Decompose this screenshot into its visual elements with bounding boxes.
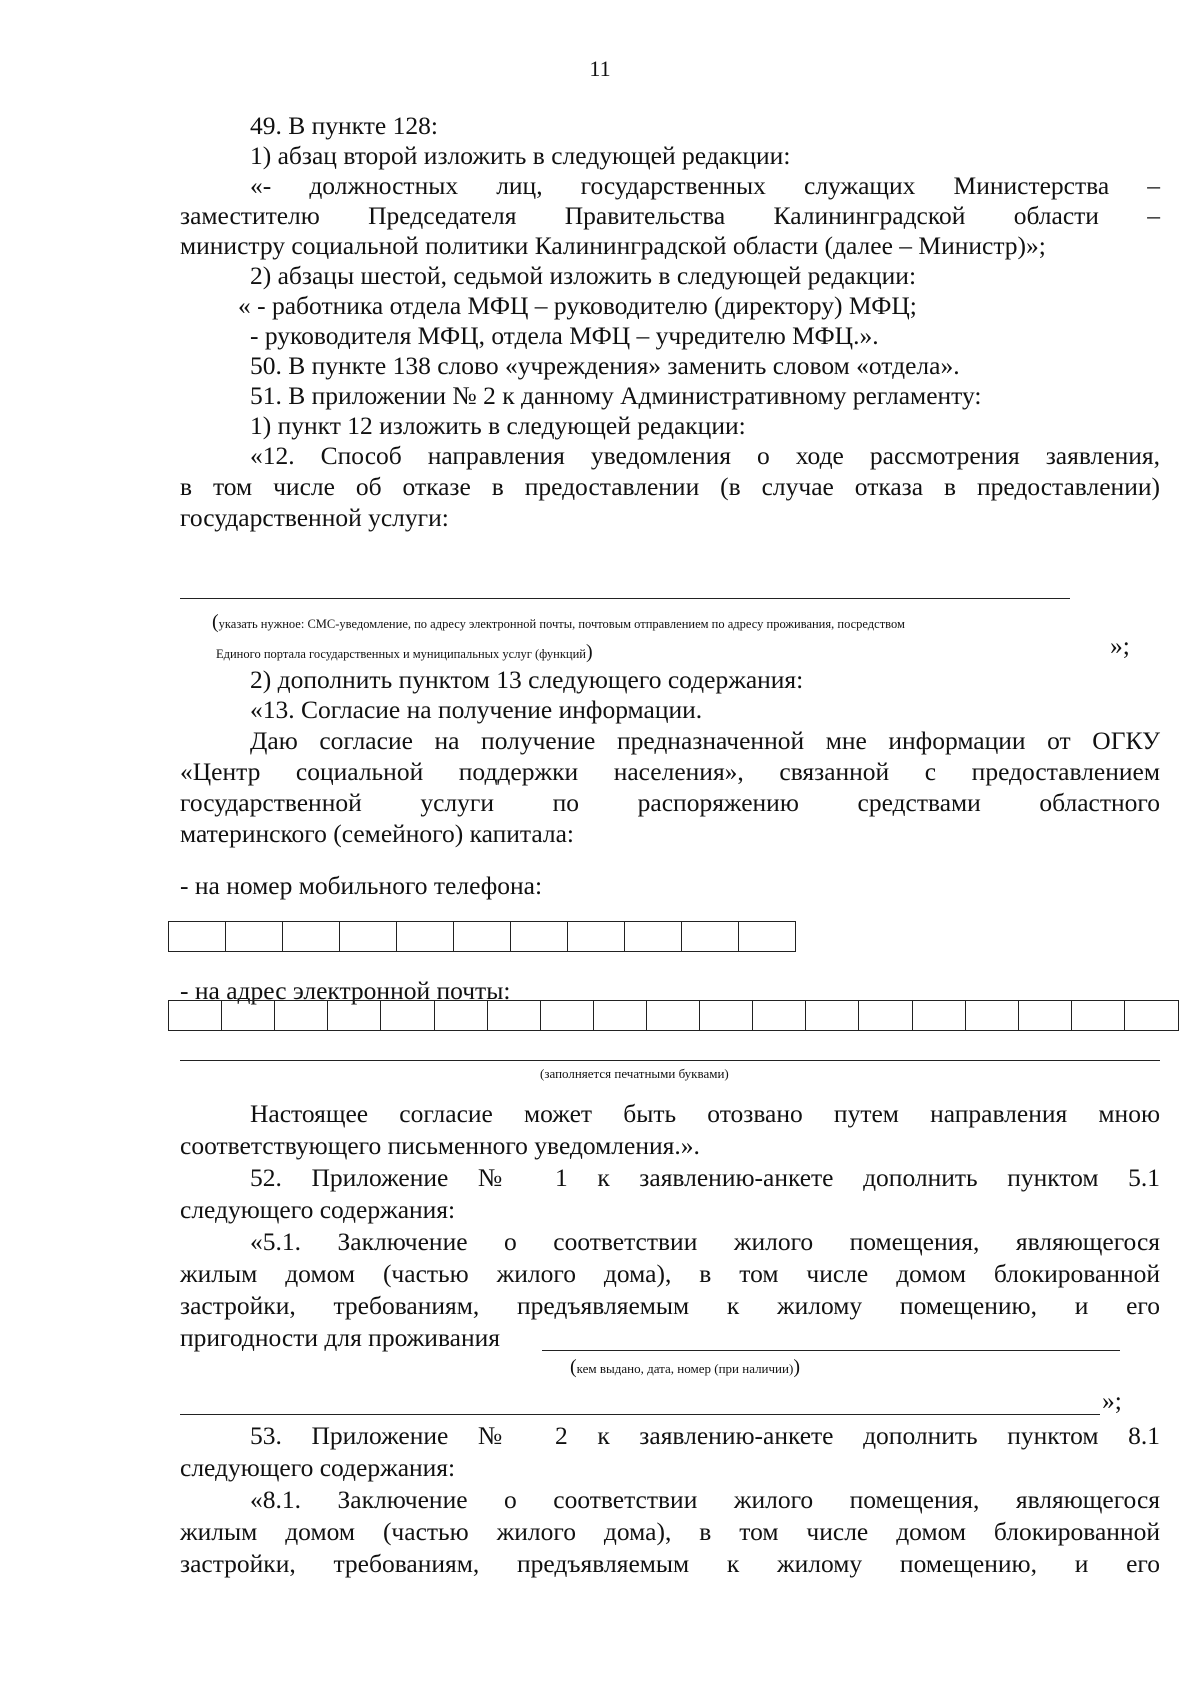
item-53-line-1: 53. Приложение № 2 к заявлению-анкете дополнить пунктом 8.1	[250, 1421, 1160, 1450]
point-8-1-line-2: жилым домом (частью жилого дома), в том числе домом блокированной	[180, 1517, 1160, 1546]
email-char-box[interactable]	[435, 1001, 488, 1030]
email-char-box[interactable]	[541, 1001, 594, 1030]
item-52-line-1: 52. Приложение № 1 к заявлению-анкете дополнить пунктом 5.1	[250, 1163, 1160, 1192]
email-char-box[interactable]	[488, 1001, 541, 1030]
email-char-box[interactable]	[1125, 1001, 1178, 1030]
subitem-1b: 1) пункт 12 изложить в следующей редакции:	[250, 411, 746, 440]
hint-block-letters: (заполняется печатными буквами)	[540, 1066, 729, 1081]
email-char-box[interactable]	[1019, 1001, 1072, 1030]
phone-prefix-cell	[169, 922, 226, 951]
phone-digit-box[interactable]	[682, 922, 739, 951]
email-char-box[interactable]	[594, 1001, 647, 1030]
email-char-box[interactable]	[328, 1001, 381, 1030]
point-13-title: «13. Согласие на получение информации.	[250, 695, 703, 724]
email-char-box[interactable]	[700, 1001, 753, 1030]
item-50: 50. В пункте 138 слово «учреждения» заменить словом «отдела».	[250, 351, 960, 380]
revoke-line-1: Настоящее согласие может быть отозвано путем направления мною	[250, 1099, 1160, 1128]
email-char-box[interactable]	[222, 1001, 275, 1030]
fill-line-email	[180, 1060, 1160, 1061]
item-52-line-2: следующего содержания:	[180, 1195, 456, 1224]
point-8-1-line-1: «8.1. Заключение о соответствии жилого помещения, являющегося	[250, 1485, 1160, 1514]
item-53-line-2: следующего содержания:	[180, 1453, 456, 1482]
email-char-box[interactable]	[1072, 1001, 1125, 1030]
point-5-1-line-4: пригодности для проживания	[180, 1323, 500, 1352]
phone-digit-box[interactable]	[283, 922, 340, 951]
email-char-box[interactable]	[966, 1001, 1019, 1030]
email-char-box[interactable]	[381, 1001, 434, 1030]
phone-digit-box[interactable]	[511, 922, 568, 951]
consent-line-2: «Центр социальной поддержки населения», связанной с предоставлением	[180, 757, 1160, 786]
email-char-box[interactable]	[806, 1001, 859, 1030]
fill-line-method	[180, 598, 1070, 599]
point-12-line-1: «12. Способ направления уведомления о ходе рассмотрения заявления,	[250, 441, 1160, 470]
consent-line-3: государственной услуги по распоряжению средствами областного	[180, 788, 1160, 817]
consent-line-1: Даю согласие на получение предназначенной мне информации от ОГКУ	[250, 726, 1160, 755]
email-char-box[interactable]	[859, 1001, 912, 1030]
phone-label: - на номер мобильного телефона:	[180, 871, 543, 900]
quote-close-2: »;	[1102, 1386, 1122, 1415]
email-boxes[interactable]	[168, 1000, 1179, 1031]
hint-issuer: (кем выдано, дата, номер (при наличии))	[570, 1356, 800, 1378]
point-12-line-2: в том числе об отказе в предоставлении (в случае отказа в предоставлении)	[180, 472, 1160, 501]
phone-digit-box[interactable]	[226, 922, 283, 951]
phone-digit-box[interactable]	[568, 922, 625, 951]
point-8-1-line-3: застройки, требованиям, предъявляемым к жилому помещению, и его	[180, 1549, 1160, 1578]
subitem-2: 2) абзацы шестой, седьмой изложить в следующей редакции:	[250, 261, 917, 290]
subitem-2b: 2) дополнить пунктом 13 следующего содержания:	[250, 665, 804, 694]
quote-close-1: »;	[1110, 631, 1130, 660]
hint-method-line-2: Единого портала государственных и муниципальных услуг (функций)	[216, 641, 593, 663]
quote-line-2: заместителю Председателя Правительства Калининградской области –	[180, 201, 1160, 230]
quote-line-1: «- должностных лиц, государственных служащих Министерства –	[250, 171, 1160, 200]
fill-line-issuer-2	[180, 1414, 1100, 1415]
email-char-box[interactable]	[647, 1001, 700, 1030]
phone-digit-box[interactable]	[739, 922, 795, 951]
point-5-1-line-1: «5.1. Заключение о соответствии жилого помещения, являющегося	[250, 1227, 1160, 1256]
phone-digit-box[interactable]	[454, 922, 511, 951]
email-label: - на адрес электронной почты:	[180, 976, 511, 1005]
email-char-box[interactable]	[913, 1001, 966, 1030]
phone-digit-box[interactable]	[340, 922, 397, 951]
email-char-box[interactable]	[169, 1001, 222, 1030]
fill-line-issuer	[542, 1350, 1120, 1351]
point-5-1-line-2: жилым домом (частью жилого дома), в том числе домом блокированной	[180, 1259, 1160, 1288]
revoke-line-2: соответствующего письменного уведомления.».	[180, 1131, 700, 1160]
phone-boxes[interactable]	[168, 921, 796, 952]
point-12-line-3: государственной услуги:	[180, 503, 449, 532]
quote-line-5: - руководителя МФЦ, отдела МФЦ – учредителю МФЦ.».	[250, 321, 879, 350]
email-char-box[interactable]	[275, 1001, 328, 1030]
item-51: 51. В приложении № 2 к данному Административному регламенту:	[250, 381, 982, 410]
page-number: 11	[589, 56, 611, 81]
item-49: 49. В пункте 128:	[250, 111, 438, 140]
quote-line-3: министру социальной политики Калининградской области (далее – Министр)»;	[180, 231, 1046, 260]
email-char-box[interactable]	[753, 1001, 806, 1030]
phone-digit-box[interactable]	[625, 922, 682, 951]
consent-line-4: материнского (семейного) капитала:	[180, 819, 575, 848]
subitem-1: 1) абзац второй изложить в следующей редакции:	[250, 141, 791, 170]
quote-line-4: « - работника отдела МФЦ – руководителю (директору) МФЦ;	[238, 291, 917, 320]
phone-digit-box[interactable]	[397, 922, 454, 951]
hint-method-line-1: (указать нужное: СМС-уведомление, по адресу электронной почты, почтовым отправлением по адресу проживания, посредством	[212, 611, 905, 633]
point-5-1-line-3: застройки, требованиям, предъявляемым к жилому помещению, и его	[180, 1291, 1160, 1320]
